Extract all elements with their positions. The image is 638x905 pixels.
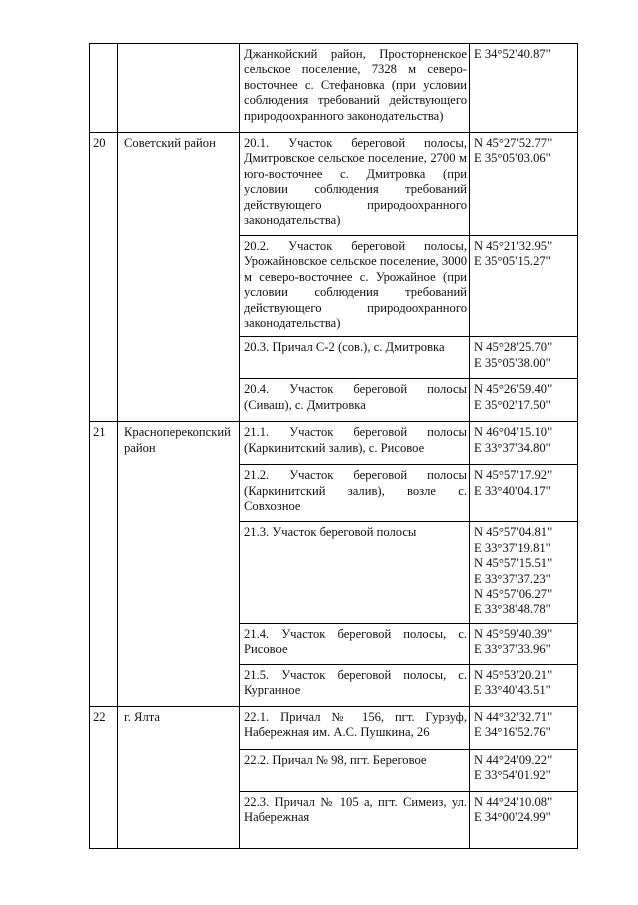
locations-table [89, 43, 578, 849]
coordinate-line: N 44°24'10.08" [474, 794, 553, 809]
coordinates [470, 749, 578, 791]
coordinates [470, 465, 578, 522]
table-row [90, 133, 578, 236]
coordinate-line: E 34°52'40.87" [474, 47, 551, 61]
coordinate-line: N 45°26'59.40" [474, 382, 553, 397]
coordinate-line: N 45°57'17.92" [474, 468, 553, 483]
table-row [90, 706, 578, 749]
coordinate-line: E 35°05'03.06" [474, 151, 551, 166]
district-name: Красноперекопский район [118, 422, 240, 706]
coordinates [470, 522, 578, 623]
row-number: 21 [90, 422, 118, 706]
row-number: 22 [90, 706, 118, 848]
row-number [90, 44, 118, 133]
coordinate-line: E 33°37'33.96" [474, 642, 551, 657]
coordinate-line: E 34°16'52.76" [474, 725, 551, 740]
coordinate-line: E 33°38'48.78" [474, 602, 551, 617]
coordinate-line: E 33°40'04.17" [474, 483, 551, 498]
table-row [90, 422, 578, 465]
coordinate-line: E 34°00'24.99" [474, 810, 551, 825]
coordinates [470, 236, 578, 337]
table-row [90, 44, 578, 133]
coordinate-line: N 45°57'06.27" [474, 587, 553, 602]
location-description: 20.3. Причал С-2 (сов.), с. Дмитровка [240, 337, 470, 379]
document-page [89, 43, 577, 849]
coordinate-line: N 45°59'40.39" [474, 626, 553, 641]
coordinate-line: N 45°27'52.77" [474, 136, 553, 150]
coordinate-line: E 33°37'34.80" [474, 440, 551, 455]
location-description: 21.3. Участок береговой полосы [240, 522, 470, 623]
district-name [118, 44, 240, 133]
location-description: 22.2. Причал № 98, пгт. Береговое [240, 749, 470, 791]
location-description: 21.4. Участок береговой полосы, с. Рисовое [240, 623, 470, 664]
coordinate-line: N 45°57'04.81" [474, 525, 553, 540]
coordinate-line: E 35°05'15.27" [474, 254, 551, 269]
coordinates [470, 422, 578, 465]
coordinates [470, 623, 578, 664]
location-description: 21.5. Участок береговой полосы, с. Курганное [240, 664, 470, 706]
coordinate-line: E 33°37'19.81" [474, 540, 551, 555]
location-description: 22.1. Причал № 156, пгт. Гурзуф, Набережная им. А.С. Пушкина, 26 [240, 706, 470, 749]
coordinate-line: E 33°37'37.23" [474, 571, 551, 586]
district-name: Советский район [118, 133, 240, 422]
coordinates [470, 337, 578, 379]
coordinate-line: N 44°24'09.22" [474, 752, 553, 767]
coordinates [470, 379, 578, 422]
location-description: 22.3. Причал № 105 а, пгт. Симеиз, ул. Набережная [240, 791, 470, 848]
coordinate-line: N 44°32'32.71" [474, 709, 553, 724]
coordinates [470, 706, 578, 749]
location-description: 20.2. Участок береговой полосы, Урожайновское сельское поселение, 3000 м северо-восточнее с. Урожайное (при условии соблюдения требований действующего природоохранного законодательства) [240, 236, 470, 337]
row-number: 20 [90, 133, 118, 422]
location-description: Джанкойский район, Просторненское сельское поселение, 7328 м северо-восточнее с. Стефановка (при условии соблюдения требований действующего природоохранного законодательства) [240, 44, 470, 133]
coordinate-line: N 45°21'32.95" [474, 239, 553, 253]
district-name: г. Ялта [118, 706, 240, 848]
location-description: 21.1. Участок береговой полосы (Каркинитский залив), с. Рисовое [240, 422, 470, 465]
location-description: 20.1. Участок береговой полосы, Дмитровское сельское поселение, 2700 м юго-восточнее с. Дмитровка (при условии соблюдения требований действующего природоохранного законодательства) [240, 133, 470, 236]
coordinate-line: N 45°28'25.70" [474, 340, 553, 355]
coordinates [470, 664, 578, 706]
coordinate-line: N 45°57'15.51" [474, 556, 553, 571]
coordinates [470, 791, 578, 848]
location-description: 20.4. Участок береговой полосы (Сиваш), с. Дмитровка [240, 379, 470, 422]
coordinate-line: E 35°05'38.00" [474, 355, 551, 370]
coordinate-line: E 35°02'17.50" [474, 397, 551, 412]
coordinates [470, 44, 578, 133]
coordinate-line: E 33°40'43.51" [474, 683, 551, 698]
coordinate-line: N 46°04'15.10" [474, 425, 553, 440]
coordinate-line: N 45°53'20.21" [474, 667, 553, 682]
coordinates [470, 133, 578, 236]
location-description: 21.2. Участок береговой полосы (Каркинитский залив), возле с. Совхозное [240, 465, 470, 522]
coordinate-line: E 33°54'01.92" [474, 768, 551, 783]
